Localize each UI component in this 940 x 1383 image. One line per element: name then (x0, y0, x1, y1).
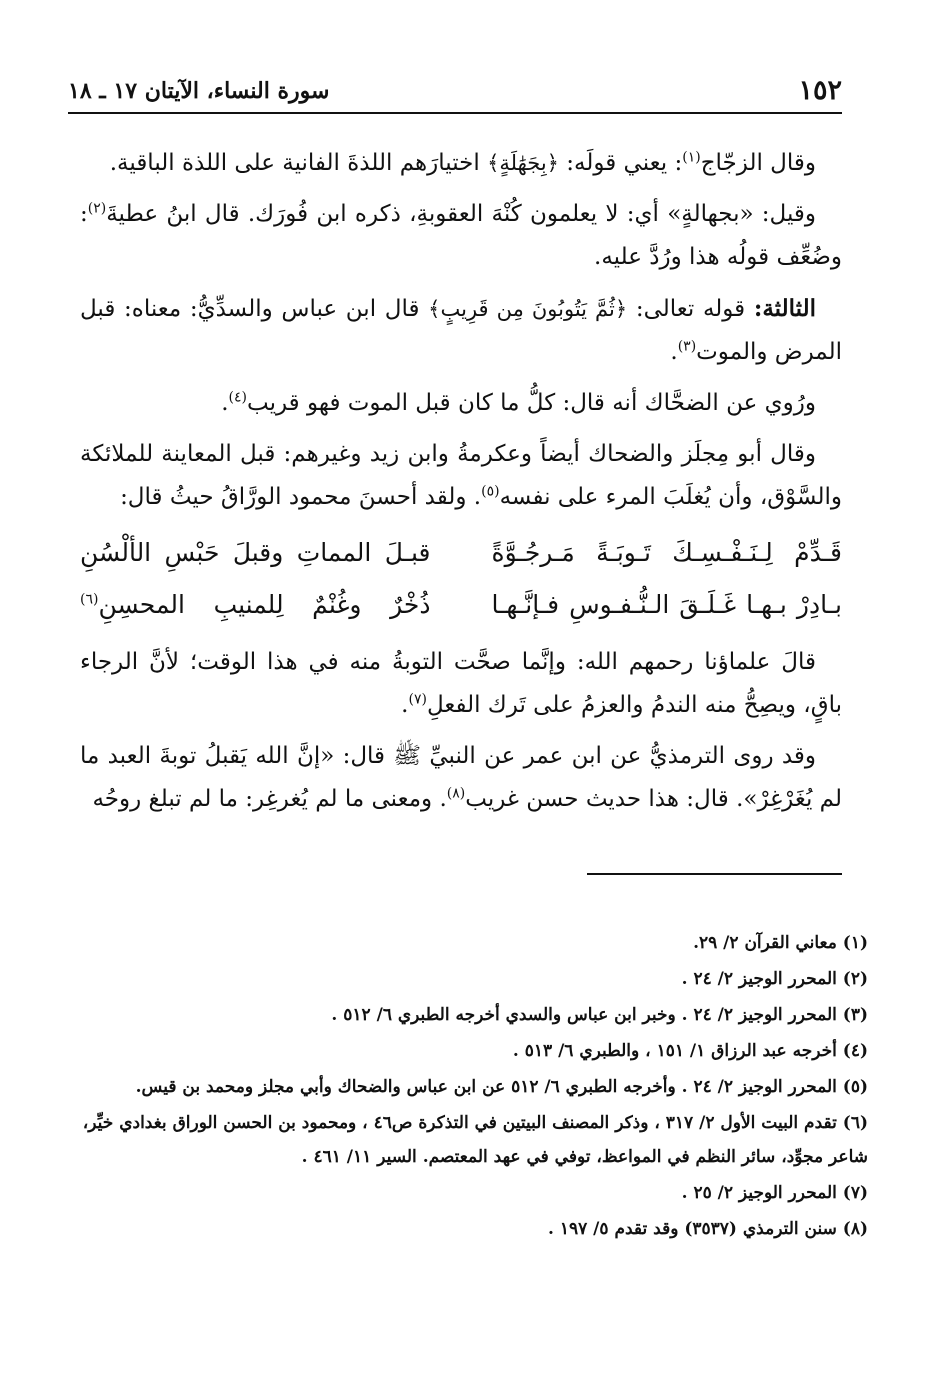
paragraph-3 (80, 287, 842, 374)
poem-line-2 (80, 579, 842, 631)
footnote-ref-6: (٦) (80, 591, 99, 608)
hemistich-with-ref (80, 579, 431, 631)
footnote-8: (٨) سنن الترمذي (٣٥٣٧) وقد تقدم ٥/ ١٩٧ . (548, 1219, 868, 1239)
paragraph-1 (80, 142, 842, 185)
paragraph-5 (80, 433, 842, 519)
quran-quote: ﴿ثُمَّ يَتُوبُونَ مِن قَرِيبٍ﴾ (428, 297, 628, 321)
footnote-ref-3: (٣) (677, 338, 697, 355)
page-number: ١٥٢ (798, 75, 842, 106)
text: وقال الزجّاج (700, 150, 816, 176)
footnote-ref-7: (٧) (408, 691, 427, 708)
footnote-2: (٢) المحرر الوجيز ٢/ ٢٤ . (681, 969, 868, 989)
text: . ولقد أحسنَ محمود الورَّاقُ حيثُ قال: (120, 484, 482, 510)
running-title: سورة النساء، الآيتان ١٧ ـ ١٨ (68, 78, 330, 104)
text: قالَ علماؤنا رحمهم الله: وإنَّما صحَّت التوبةُ منه في هذا الوقت؛ لأنَّ الرجاء باقٍ، ويصِحُّ منه الندمُ والعزمُ على تَرك الفعلِ (80, 649, 842, 718)
footnote-ref-2: (٢) (87, 200, 107, 217)
footnote-7: (٧) المحرر الوجيز ٢/ ٢٥ . (681, 1183, 868, 1203)
page-header (68, 66, 842, 114)
footnotes (82, 926, 868, 1248)
text: . ومعنى ما لم يُغرغِر: ما لم تبلغ روحُه (92, 786, 447, 812)
text: . (670, 339, 678, 365)
paragraph-4 (80, 382, 842, 425)
paragraph-2 (80, 193, 842, 279)
text: : يعني قولَه: (558, 150, 683, 176)
text: . (221, 390, 229, 416)
text: : وضُعِّف قولُه هذا ورُدَّ عليه. (80, 201, 842, 270)
hemistich: بـادِرْ بـهـا غَـلَـقَ الـنُّـفـوسِ فـإنَّـهـا (491, 590, 842, 619)
footnote-ref-4: (٤) (228, 389, 247, 406)
section-lead: الثالثة: (753, 295, 816, 322)
quran-quote: ﴿بِجَهَٰلَةٍ﴾ (487, 151, 559, 175)
text: وقد روى الترمذيُّ عن ابن عمر عن النبيِّ ﷺ قال: «إنَّ الله يَقبلُ توبةَ العبد ما لم يُغَرْغِرْ». قال: هذا حديث حسن غريب (80, 743, 842, 812)
footnote-separator (587, 873, 842, 875)
poem-line-1 (80, 527, 842, 579)
hemistich: قَـدِّمْ لِـنَـفْـسِـكَ تَـوبَـةً مَـرجُـوَّةً (491, 538, 842, 567)
poem (80, 527, 842, 631)
footnote-3: (٣) المحرر الوجيز ٢/ ٢٤ . وخبر ابن عباس والسدي أخرجه الطبري ٦/ ٥١٢ . (331, 1005, 868, 1025)
text: اختيارَهم اللذةَ الفانية على اللذة الباقية. (109, 150, 488, 176)
text: وقيل: «بجهالةٍ» أي: لا يعلمون كُنْهَ العقوبةِ، ذكره ابن فُورَك. قال ابنُ عطيةَ (106, 201, 816, 227)
footnote-6: (٦) تقدم البيت الأول ٢/ ٣١٧ ، وذكر المصنف البيتين في التذكرة ص٤٦ ، ومحمود بن الحسن الوراق بغدادي خيِّر، شاعر مجوِّد، سائر النظم في المواعظ، توفي في عهد المعتصم. السير ١١/ ٤٦١ . (82, 1113, 868, 1167)
footnote-4: (٤) أخرجه عبد الرزاق ١/ ١٥١ ، والطبري ٦/ ٥١٣ . (512, 1041, 868, 1061)
paragraph-7 (80, 735, 842, 821)
text: . (401, 692, 409, 718)
text: قال ابن عباس والسدِّيُّ: معناه: قبل المرض والموت (80, 296, 842, 365)
footnote-5: (٥) المحرر الوجيز ٢/ ٢٤ . وأخرجه الطبري ٦/ ٥١٢ عن ابن عباس والضحاك وأبي مجلز ومحمد بن قيس. (135, 1077, 868, 1097)
text: قوله تعالى: (627, 296, 754, 322)
footnote-ref-1: (١) (682, 149, 701, 166)
footnote-ref-5: (٥) (481, 483, 500, 500)
text: ورُوي عن الضحَّاك أنه قال: كلُّ ما كان قبل الموت فهو قريب (247, 390, 816, 416)
hemistich: ذُخْرٌ وغُنْمٌ لِلمنيبِ المحسِنِ (98, 590, 431, 619)
hemistich: قبـلَ المماتِ وقبلَ حَبْسِ الألْسُنِ (80, 538, 431, 567)
text: وقال أبو مِجلَز والضحاك أيضاً وعكرمةُ وابن زيد وغيرهم: قبل المعاينة للملائكة والسَّوْق، وأن يُغلَبَ المرء على نفسه (80, 441, 842, 510)
paragraph-6 (80, 641, 842, 727)
footnote-ref-8: (٨) (446, 785, 466, 802)
main-text (80, 142, 842, 829)
footnote-1: (١) معاني القرآن ٢/ ٢٩. (693, 933, 868, 953)
